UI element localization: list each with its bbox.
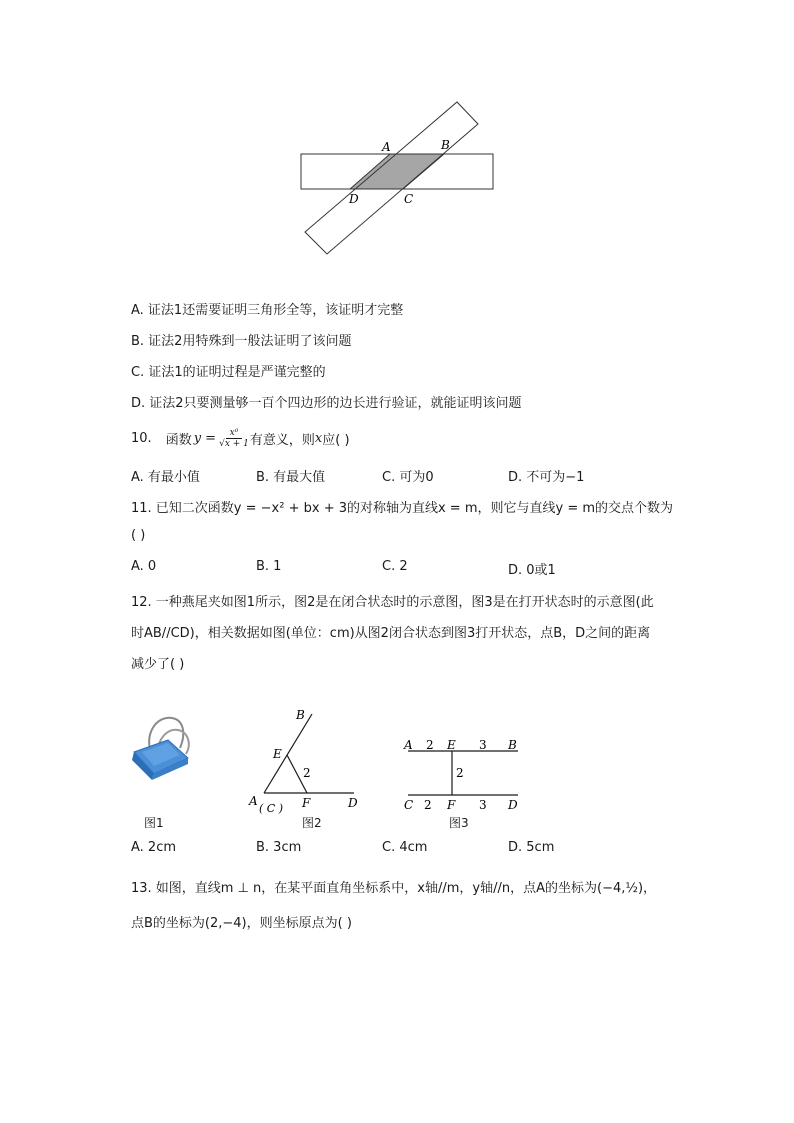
- fig3-label-D: D: [508, 798, 518, 812]
- fig3-label-3b: 3: [479, 798, 487, 812]
- fig3-label-2b: 2: [424, 798, 432, 812]
- q12-option-a: A. 2cm: [131, 840, 177, 855]
- fig2-label-2: 2: [303, 766, 311, 780]
- q11-line1: 11. 已知二次函数y = −x² + bx + 3的对称轴为直线x = m，则它与直线y = m的交点个数为: [131, 501, 674, 516]
- q10-option-d: D. 不可为−1: [508, 470, 585, 485]
- strip-overlap-figure: [290, 96, 505, 261]
- q11-option-c: C. 2: [382, 559, 408, 574]
- fig2-label-F: F: [302, 796, 311, 810]
- fig3-label-2mid: 2: [456, 766, 464, 780]
- q9-option-a: A. 证法1还需要证明三角形全等，该证明才完整: [131, 303, 404, 318]
- fig2-label-A: A: [249, 794, 258, 808]
- caption-fig2: 图2: [302, 816, 322, 830]
- q12-line3: 减少了( ): [131, 657, 185, 672]
- caption-fig3: 图3: [449, 816, 469, 830]
- q10-suffix: 有意义，则: [249, 433, 315, 448]
- figure-2-closed: [244, 706, 369, 816]
- figure-3-open: [400, 734, 525, 814]
- label-C: C: [404, 192, 414, 206]
- q10-numerator: x⁰: [226, 428, 243, 439]
- q12-option-c: C. 4cm: [382, 840, 428, 855]
- q12-option-d: D. 5cm: [508, 840, 555, 855]
- q11-option-d: D. 0或1: [508, 563, 556, 578]
- q11-option-a: A. 0: [131, 559, 157, 574]
- fig3-label-E: E: [447, 738, 456, 752]
- fig3-label-2a: 2: [426, 738, 434, 752]
- q10-prefix: 函数: [165, 433, 192, 448]
- q13-line2: 点B的坐标为(2,−4)，则坐标原点为( ): [131, 916, 352, 931]
- shaded-parallelogram: [350, 154, 444, 189]
- q10-fraction: [219, 428, 249, 449]
- label-A: A: [382, 140, 391, 154]
- q10-option-a: A. 有最小值: [131, 470, 200, 485]
- q12-line1: 12. 一种燕尾夹如图1所示，图2是在闭合状态时的示意图，图3是在打开状态时的示意图(此: [131, 595, 654, 610]
- q10-option-c: C. 可为0: [382, 470, 434, 485]
- q10-var: x: [314, 431, 323, 446]
- q9-option-d: D. 证法2只要测量够一百个四边形的边长进行验证，就能证明该问题: [131, 396, 522, 411]
- fig3-label-3a: 3: [479, 738, 487, 752]
- q10-tail: 应( ): [322, 433, 350, 448]
- fig2-label-B: B: [296, 708, 305, 722]
- q10-stem: [131, 428, 350, 449]
- q11-option-b: B. 1: [256, 559, 282, 574]
- fig2-label-E: E: [273, 747, 282, 761]
- q9-option-c: C. 证法1的证明过程是严谨完整的: [131, 365, 326, 380]
- q10-option-b: B. 有最大值: [256, 470, 326, 485]
- q10-func-y: y =: [193, 431, 217, 446]
- label-B: B: [441, 138, 450, 152]
- q11-line2: ( ): [131, 528, 146, 543]
- q9-option-b: B. 证法2用特殊到一般法证明了该问题: [131, 334, 352, 349]
- fig3-label-C: C: [404, 798, 414, 812]
- fig2-label-C: ( C ): [259, 802, 283, 815]
- binder-clip-image: [128, 710, 198, 782]
- q10-denominator: √x + 1: [219, 439, 249, 449]
- fig3-label-F: F: [447, 798, 456, 812]
- q12-option-b: B. 3cm: [256, 840, 302, 855]
- caption-fig1: 图1: [144, 816, 164, 830]
- q12-line2: 时AB//CD)，相关数据如图(单位：cm)从图2闭合状态到图3打开状态，点B，D之间的距离: [131, 626, 651, 641]
- q10-number: 10.: [131, 431, 152, 446]
- label-D: D: [349, 192, 359, 206]
- fig3-label-B: B: [508, 738, 517, 752]
- fig3-label-A: A: [404, 738, 413, 752]
- q13-line1: 13. 如图，直线m ⊥ n，在某平面直角坐标系中，x轴//m，y轴//n，点A的坐标为(−4,½)，: [131, 881, 657, 896]
- fig2-label-D: D: [348, 796, 358, 810]
